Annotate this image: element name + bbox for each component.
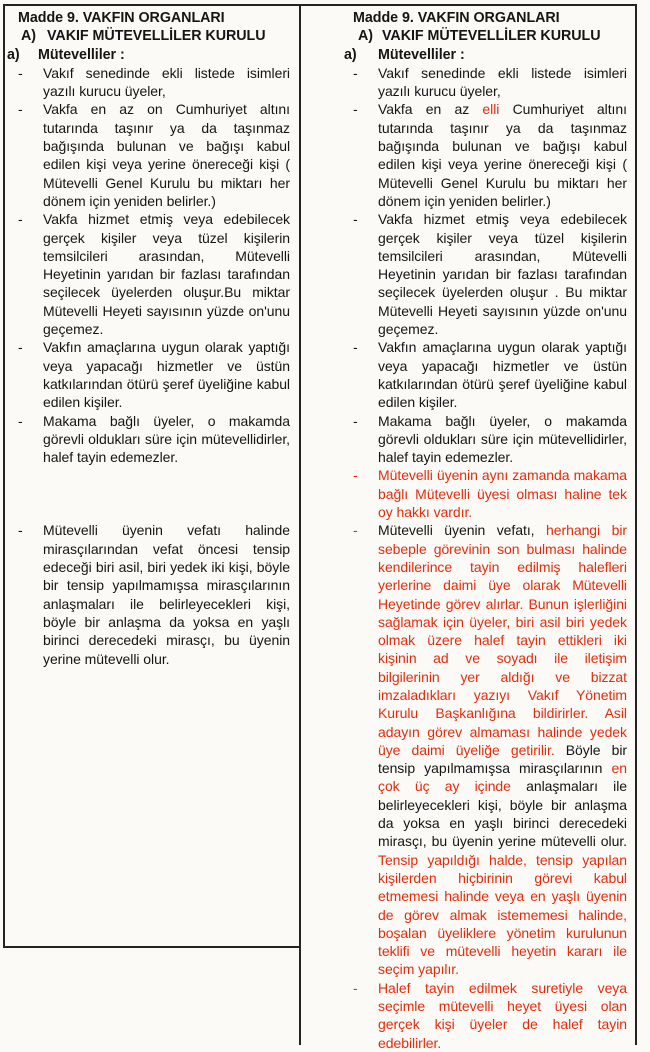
text-segment: Vakfın amaçlarına uygun olarak yaptığı veya yapacağı hizmetler ve üstün katkılarından ötürü şeref üyeliğine kabul edilen kişiler. <box>378 339 627 411</box>
list-item <box>301 521 635 978</box>
subsection-heading-text: Mütevelliler : <box>378 46 465 63</box>
text-segment: Vakıf senedinde ekli listede isimleri yazılı kurucu üyeler, <box>43 64 290 100</box>
text-segment: Mütevelli üyenin vefatı halinde mirasçılarından vefat öncesi tensip edeceği biri asil, biri yedek iki kişi, böyle bir tensip yapılmamışsa mirasçılarının anlaşmaları ile belirleyecekleri kişi, böyle bir anlaşma da yoksa en yaşlı birinci derecedeki mirasçı, bu üyenin yerine mütevelli olur. <box>43 522 290 667</box>
list-item <box>5 100 299 210</box>
section-heading-text: VAKIF MÜTEVELLİLER KURULU <box>47 28 266 45</box>
item-text <box>43 521 290 667</box>
item-text <box>43 412 290 467</box>
article-heading: Madde 9. VAKFIN ORGANLARI <box>353 10 560 26</box>
section-heading-text: VAKIF MÜTEVELLİLER KURULU <box>382 28 601 45</box>
text-segment: Mütevelli üyenin vefatı, <box>378 522 535 539</box>
text-segment: Halef tayin edilmek suretiyle veya seçimle mütevelli heyet üyesi olan gerçek kişi üyeler de halef tayin edebilirler. <box>378 979 627 1051</box>
dash-bullet: - <box>18 101 23 118</box>
dash-bullet: - <box>353 522 358 539</box>
item-text <box>378 466 627 521</box>
text-segment: Vakfa en az on Cumhuriyet altını tutarında taşınır ya da taşınmaz bağışında bulunan ve bağışı kabul edilen kişi veya yerine önereceği kişi ( Mütevelli Genel Kurulu bu miktarı her dönem için yeniden belirler.) <box>43 101 290 209</box>
text-segment: Makama bağlı üyeler, o makamda görevli oldukları süre için mütevellidirler, halef tayin edemezler. <box>378 412 627 466</box>
list-item <box>5 210 299 338</box>
dash-bullet: - <box>353 339 358 356</box>
subsection-heading <box>5 46 299 64</box>
item-text <box>43 210 290 338</box>
list-item <box>5 338 299 411</box>
item-text <box>378 521 627 978</box>
dash-bullet: - <box>353 979 358 996</box>
subsection-heading-text: Mütevelliler : <box>38 46 125 63</box>
new-version-column <box>299 4 637 1051</box>
list-item <box>5 521 299 667</box>
subsection-heading-label: a) <box>344 46 357 63</box>
text-segment: Vakfa en az <box>378 101 470 118</box>
item-text <box>378 979 627 1052</box>
text-segment: Vakfa hizmet etmiş veya edebilecek gerçek kişiler veya tüzel kişilerin temsilcileri arasından, Mütevelli Heyetinin yarıdan bir fazlası tarafından seçilecek üyelerden oluşur . Bu miktar Mütevelli Heyeti sayısının yüzde on'unu geçemez. <box>378 211 627 338</box>
text-segment: Vakfın amaçlarına uygun olarak yaptığı veya yapacağı hizmetler ve üstün katkılarından ötürü şeref üyeliğine kabul edilen kişiler. <box>43 339 290 411</box>
text-segment: Makama bağlı üyeler, o makamda görevli oldukları süre için mütevellidirler, halef tayin edemezler. <box>43 412 290 466</box>
text-segment: en çok üç ay içinde <box>378 760 627 795</box>
list-item <box>301 979 635 1052</box>
dash-bullet: - <box>18 211 23 228</box>
text-segment: Böyle bir tensip yapılmamışsa mirasçılarının <box>378 741 627 777</box>
text-segment: herhangi bir sebeple görevinin son bulması halinde kendilerince tayin edilmiş halefleri yerlerine daimi üye olarak Mütevelli Heyetinde görev alırlar. Bunun işlerliğini sağlamak için üyeler, biri asil biri yedek olmak üzere halef tayin ettikleri iki kişinin ad ve soyadı ile iletişim bilgilerinin yer aldığı ve bizzat imzaladıkları yazıyı Vakıf Yönetim Kurulu Başkanlığına bildirirler. Asil adayın görev almaması halinde yedek üye daimi üyeliğe getirilir. <box>378 522 628 758</box>
item-text <box>378 64 627 101</box>
dash-bullet: - <box>353 412 358 429</box>
article-heading: Madde 9. VAKFIN ORGANLARI <box>18 10 225 26</box>
dash-bullet: - <box>353 64 358 81</box>
list-item <box>301 100 635 210</box>
item-text <box>378 210 627 338</box>
item-text <box>378 412 627 467</box>
text-segment: Vakfa hizmet etmiş veya edebilecek gerçek kişiler veya tüzel kişilerin temsilcileri arasından, Mütevelli Heyetinin yarıdan bir fazlası tarafından seçilecek üyelerden oluşur.Bu miktar Mütevelli Heyeti sayısının yüzde on'unu geçemez. <box>43 211 290 338</box>
dash-bullet: - <box>18 64 23 81</box>
item-text <box>378 100 627 210</box>
text-segment: anlaşmaları ile belirleyecekleri kişi, böyle bir anlaşma da yoksa en yaşlı birinci derecedeki mirasçı, bu üyenin yerine mütevelli olur. <box>378 778 628 850</box>
old-version-column <box>3 4 299 948</box>
list-item <box>301 412 635 467</box>
section-heading <box>301 27 635 45</box>
list-item <box>301 338 635 411</box>
section-heading <box>5 27 299 45</box>
dash-bullet: - <box>353 467 358 484</box>
dash-bullet: - <box>18 339 23 356</box>
text-segment: Vakıf senedinde ekli listede isimleri yazılı kurucu üyeler, <box>378 64 627 100</box>
text-segment: elli <box>482 101 500 118</box>
subsection-heading <box>301 46 635 64</box>
item-text <box>378 338 627 411</box>
list-item <box>301 64 635 101</box>
dash-bullet: - <box>18 522 23 539</box>
item-text <box>43 100 290 210</box>
text-segment: Cumhuriyet altını tutarında taşınır ya da taşınmaz bağışında bulunan ve bağışı kabul edilen kişi veya yerine önereceği kişi ( Mütevelli Genel Kurulu bu miktarı her dönem için yeniden belirler.) <box>378 101 627 209</box>
section-heading-label: A) <box>358 28 373 45</box>
items-list <box>5 64 299 668</box>
item-text <box>43 64 290 101</box>
dash-bullet: - <box>353 211 358 228</box>
section-heading-label: A) <box>21 28 36 45</box>
dash-bullet: - <box>18 412 23 429</box>
items-list <box>301 64 635 1052</box>
list-item <box>5 412 299 467</box>
text-segment: Mütevelli üyenin aynı zamanda makama bağlı Mütevelli üyesi olması haline tek oy hakkı vardır. <box>378 467 627 521</box>
item-text <box>43 338 290 411</box>
subsection-heading-label: a) <box>7 46 20 63</box>
list-item <box>5 64 299 101</box>
text-segment: Tensip yapıldığı halde, tensip yapılan kişilerden hiçbirinin görevi kabul etmemesi halinde veya en yaşlı üyenin de görev almak istememesi halinde, boşalan üyeliklere yönetim kurulunun teklifi ve mütevelli heyetin kararı ile seçim yapılır. <box>378 851 627 978</box>
list-item <box>301 466 635 521</box>
list-item <box>301 210 635 338</box>
dash-bullet: - <box>353 101 358 118</box>
